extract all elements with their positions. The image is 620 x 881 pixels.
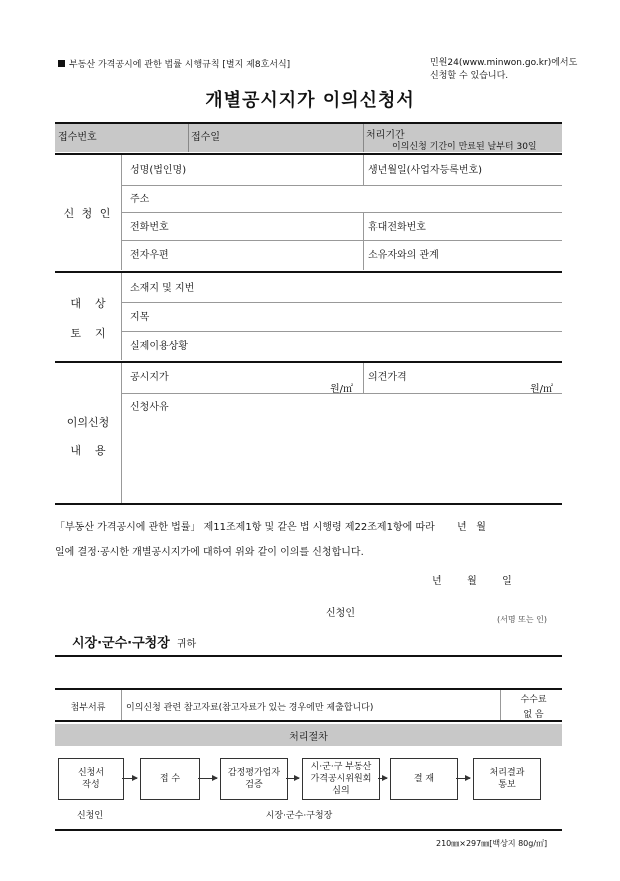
- receipt-number-label: 접수번호: [58, 132, 97, 143]
- procedure-title: 처리절차: [55, 724, 562, 746]
- paper-spec: 210㎜×297㎜[백상지 80g/㎡]: [436, 839, 548, 848]
- processing-period-label: 처리기간: [366, 130, 405, 141]
- land-section-label-2: 토 지: [70, 327, 106, 340]
- objection-section-label-2: 내 용: [70, 444, 106, 457]
- online-notice: 민원24(www.minwon.go.kr)에서도 신청할 수 있습니다.: [430, 58, 578, 81]
- objection-section-label-1: 이의신청: [66, 416, 110, 429]
- land-section-label-1: 대 상: [70, 297, 106, 310]
- posted-price-unit: 원/㎡: [330, 384, 354, 395]
- birth-field[interactable]: 생년월일(사업자등록번호): [368, 165, 483, 176]
- fee-label: 수수료: [520, 695, 547, 705]
- arrow-icon: [122, 778, 137, 779]
- email-field[interactable]: 전자우편: [130, 250, 169, 261]
- law-reference: 부동산 가격공시에 관한 법률 시행규칙 [별지 제8호서식]: [58, 57, 290, 70]
- attachments-label: 첨부서류: [70, 703, 106, 713]
- address-field[interactable]: 주소: [130, 194, 150, 205]
- step-approval: 결 재: [390, 758, 458, 800]
- reason-field[interactable]: 신청사유: [130, 402, 169, 413]
- phone-field[interactable]: 전화번호: [130, 222, 169, 233]
- statement-line-2: 일에 결정·공시한 개별공시지가에 대하여 위와 같이 이의를 신청합니다.: [55, 547, 364, 558]
- posted-price-field[interactable]: 공시지가: [130, 372, 169, 383]
- arrow-icon: [456, 778, 470, 779]
- square-bullet-icon: [58, 60, 65, 67]
- step-committee-review: 시·군·구 부동산 가격공시위원회 심의: [302, 758, 380, 800]
- opinion-price-field[interactable]: 의견가격: [368, 372, 407, 383]
- actual-usage-field[interactable]: 실제이용상황: [130, 341, 188, 352]
- attachments-content: 이의신청 관련 참고자료(참고자료가 있는 경우에만 제출합니다): [126, 703, 374, 713]
- opinion-price-unit: 원/㎡: [530, 384, 554, 395]
- processing-period-value: 이의신청 기간이 만료된 날부터 30일: [392, 142, 537, 152]
- step-result-notice: 처리결과 통보: [473, 758, 541, 800]
- form-title: 개별공시지가 이의신청서: [205, 90, 415, 111]
- location-field[interactable]: 소재지 및 지번: [130, 283, 195, 294]
- applicant-section-label: 신 청 인: [63, 206, 113, 220]
- arrow-icon: [198, 778, 217, 779]
- actor-mayor: 시장·군수·구청장: [265, 811, 333, 821]
- step-application: 신청서 작성: [58, 758, 124, 800]
- step-receipt: 접 수: [140, 758, 200, 800]
- addressee: 시장·군수·구청장 귀하: [72, 636, 197, 651]
- applicant-signature-label: 신청인: [326, 608, 355, 619]
- fee-value: 없 음: [523, 710, 544, 720]
- name-field[interactable]: 성명(법인명): [130, 165, 187, 176]
- relation-field[interactable]: 소유자와의 관계: [368, 250, 439, 261]
- date-line: 년 월 일: [432, 576, 512, 587]
- receipt-date-label: 접수일: [191, 132, 220, 143]
- land-category-field[interactable]: 지목: [130, 312, 150, 323]
- arrow-icon: [286, 778, 299, 779]
- step-appraiser-review: 감정평가업자 검증: [220, 758, 288, 800]
- statement-line-1: 「부동산 가격공시에 관한 법률」 제11조제1항 및 같은 법 시행령 제22조제1항에 따라 년 월: [55, 522, 486, 533]
- actor-applicant: 신청인: [76, 811, 104, 821]
- arrow-icon: [378, 778, 387, 779]
- mobile-field[interactable]: 휴대전화번호: [368, 222, 426, 233]
- sign-note: (서명 또는 인): [497, 615, 547, 624]
